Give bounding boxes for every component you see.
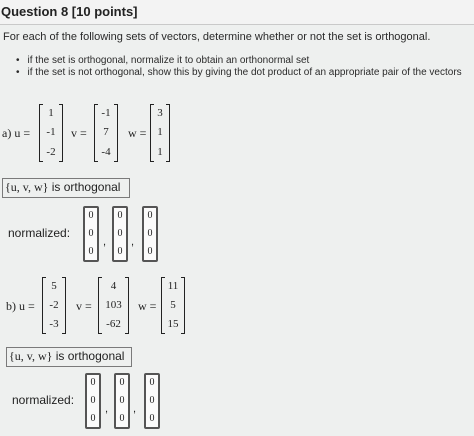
- part-b-w-label: w =: [138, 299, 157, 313]
- part-a-w-label: w =: [128, 126, 147, 140]
- part-a-w-vector: [150, 104, 170, 162]
- part-a-u-label: a) u =: [2, 126, 31, 140]
- normalized-entry: 0: [90, 377, 96, 388]
- part-a-u-vector: [39, 104, 63, 162]
- bullet-not-orthogonal: • if the set is not orthogonal, show this by giving the dot product of an appropriate pair of the vectors: [16, 67, 462, 78]
- part-b-u-vector: [42, 277, 66, 334]
- separator: ,: [133, 403, 137, 415]
- normalized-entry: 0: [88, 228, 94, 239]
- vector-entry: -2: [49, 299, 59, 311]
- normalized-entry: 0: [88, 246, 94, 257]
- normalized-entry: 0: [149, 395, 155, 406]
- part-a-v-vector: [94, 104, 118, 162]
- part-b-normalized-w-input[interactable]: [144, 373, 160, 429]
- separator: ,: [103, 236, 107, 248]
- vector-entry: 15: [167, 318, 179, 330]
- part-b-answer-text: [9, 349, 124, 364]
- vector-entry: 1: [157, 126, 163, 139]
- instructions-text: For each of the following sets of vectors, determine whether or not the set is orthogonal.: [3, 31, 431, 43]
- vector-entry: 103: [105, 299, 122, 311]
- vector-entry: 1: [157, 145, 163, 158]
- normalized-entry: 0: [149, 377, 155, 388]
- part-a-normalized-u-input[interactable]: [83, 206, 99, 262]
- normalized-entry: 0: [147, 210, 153, 221]
- part-b-normalized-label: normalized:: [12, 393, 75, 407]
- normalized-entry: 0: [119, 413, 125, 424]
- vector-entry: 1: [48, 107, 54, 120]
- normalized-entry: 0: [90, 395, 96, 406]
- vector-entry: -1: [101, 107, 111, 120]
- answer-suffix: is orthogonal: [55, 349, 125, 363]
- question-header: [0, 0, 474, 25]
- bullet-orthogonal: • if the set is orthogonal, normalize it to obtain an orthonormal set: [16, 55, 309, 66]
- part-a-normalized-v-input[interactable]: [112, 206, 128, 262]
- part-a-v-label: v =: [71, 126, 87, 140]
- question-title: Question 8 [10 points]: [1, 4, 138, 19]
- normalized-entry: 0: [147, 246, 153, 257]
- part-a-normalized-label: normalized:: [8, 226, 71, 240]
- vector-entry: 11: [167, 280, 179, 292]
- normalized-entry: 0: [88, 210, 94, 221]
- set-notation: {u, v, w}: [5, 180, 49, 194]
- vector-entry: 3: [157, 107, 163, 120]
- part-a-answer-text: [5, 180, 120, 195]
- normalized-entry: 0: [149, 413, 155, 424]
- vector-entry: -3: [49, 318, 59, 330]
- normalized-entry: 0: [119, 377, 125, 388]
- answer-suffix: is orthogonal: [51, 180, 121, 194]
- vector-entry: -2: [46, 145, 56, 158]
- vector-entry: 7: [103, 126, 109, 139]
- part-b-w-vector: [161, 277, 185, 334]
- vector-entry: -1: [46, 126, 56, 139]
- normalized-entry: 0: [117, 210, 123, 221]
- normalized-entry: 0: [117, 246, 123, 257]
- part-b-u-label: b) u =: [6, 299, 35, 313]
- part-b-normalized-u-input[interactable]: [85, 373, 101, 429]
- part-b-v-vector: [98, 277, 129, 334]
- normalized-entry: 0: [90, 413, 96, 424]
- normalized-entry: 0: [147, 228, 153, 239]
- vector-entry: 5: [51, 280, 57, 292]
- part-a-normalized-w-input[interactable]: [142, 206, 158, 262]
- vector-entry: -62: [106, 318, 121, 330]
- normalized-entry: 0: [119, 395, 125, 406]
- separator: ,: [105, 403, 109, 415]
- vector-entry: -4: [101, 145, 111, 158]
- separator: ,: [131, 236, 135, 248]
- part-b-v-label: v =: [76, 299, 92, 313]
- normalized-entry: 0: [117, 228, 123, 239]
- vector-entry: 5: [170, 299, 176, 311]
- set-notation: {u, v, w}: [9, 349, 53, 363]
- vector-entry: 4: [110, 280, 117, 292]
- part-b-normalized-v-input[interactable]: [114, 373, 130, 429]
